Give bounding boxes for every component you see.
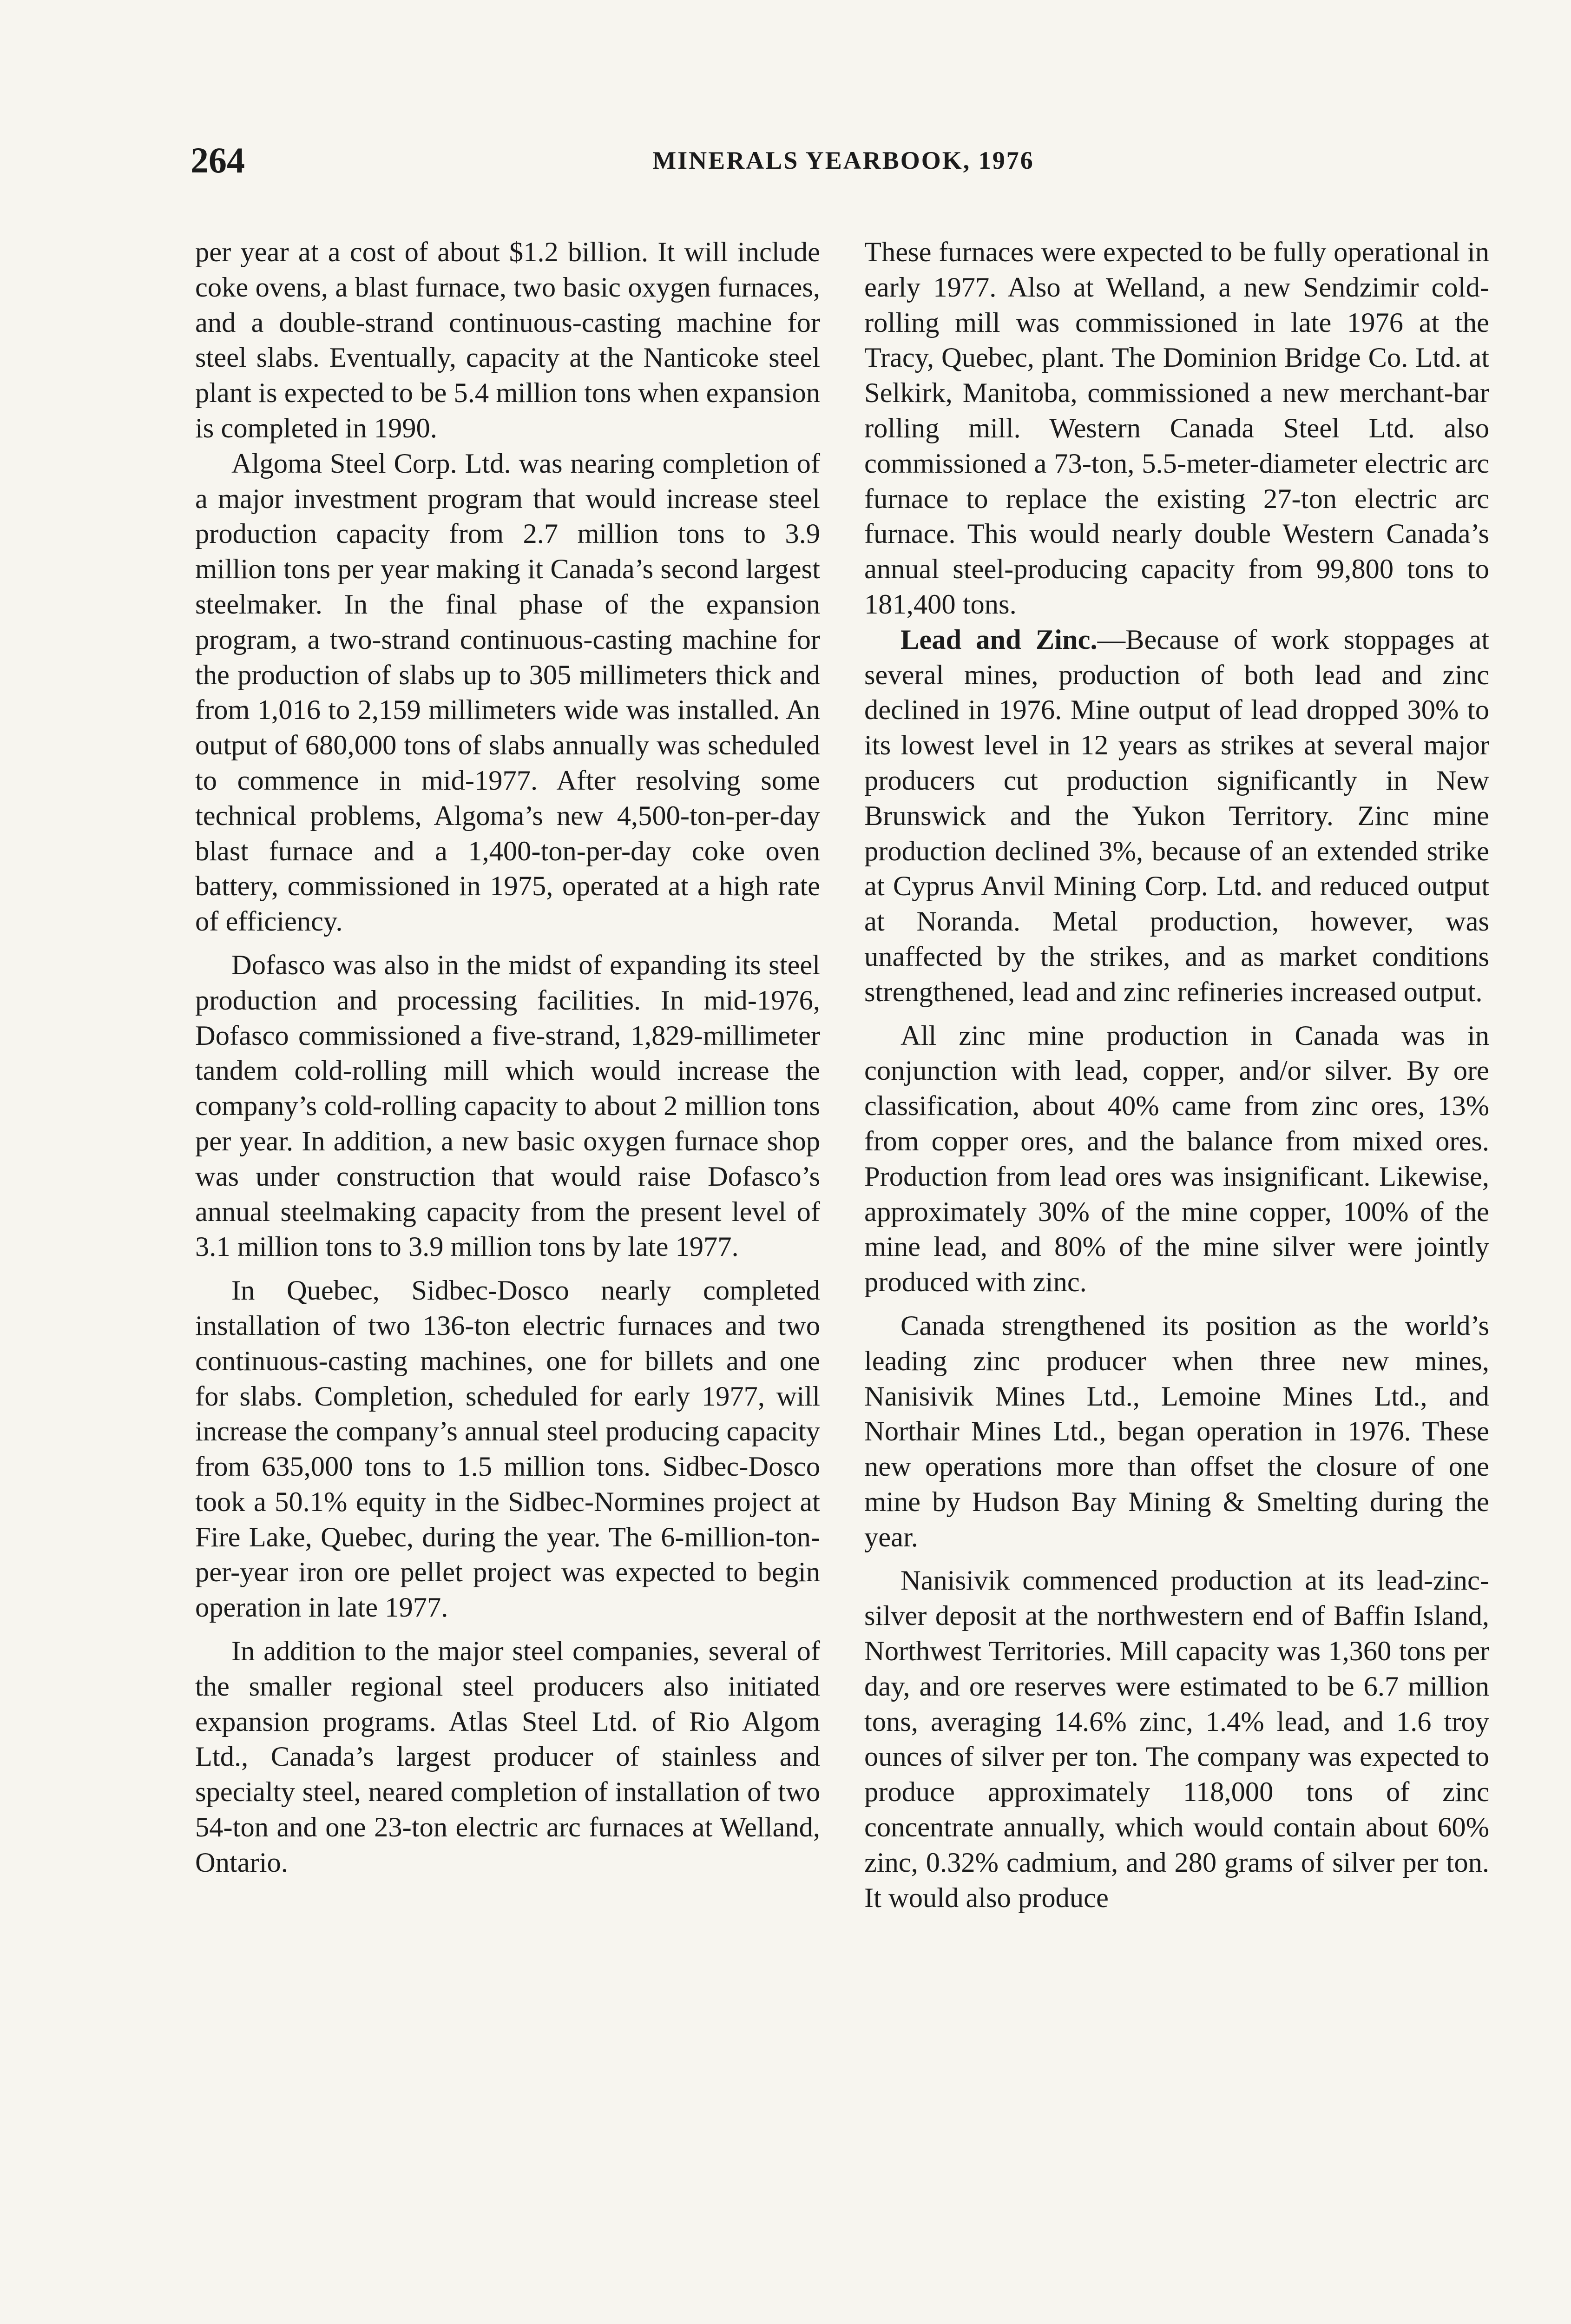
paragraph-welland-continuation: These furnaces were expected to be fully operational in early 1977. Also at Welland, a new Sendzimir cold-rolling mill was commissioned in late 1976 at the Tracy, Quebec, plant. The Dominion Bridge Co. Ltd. at Selkirk, Manitoba, commissioned a new merchant-bar rolling mill. Western Canada Steel Ltd. also commissioned a 73-ton, 5.5-meter-diameter electric arc furnace to replace the existing 27-ton electric arc furnace. This would nearly double Western Canada’s annual steel-producing capacity from 99,800 tons to 181,400 tons.	[864, 237, 1489, 620]
section-body-lead-and-zinc: —Because of work stoppages at several mines, production of both lead and zinc declined in 1976. Mine output of lead dropped 30% to its lowest level in 12 years as strikes at several major producers cut production significantly in New Brunswick and the Yukon Territory. Zinc mine production declined 3%, because of an extended strike at Cyprus Anvil Mining Corp. Ltd. and reduced output at Noranda. Metal production, however, was unaffected by the strikes, and as market conditions strengthened, lead and zinc refineries increased output.	[864, 624, 1490, 1008]
paragraph-dofasco: Dofasco was also in the midst of expanding its steel production and processing facilities. In mid-1976, Dofasco commissioned a five-strand, 1,829-millimeter tandem cold-rolling mill which would increase the company’s cold-rolling capacity to about 2 million tons per year. In addition, a new basic oxygen furnace shop was under construction that would raise Dofasco’s annual steelmaking capacity from the present level of 3.1 million tons to 3.9 million tons by late 1977.	[195, 949, 820, 1263]
paragraph-nanisivik: Nanisivik commenced production at its lead-zinc-silver deposit at the northwestern end of Baffin Island, Northwest Territories. Mill capacity was 1,360 tons per day, and ore reserves were estimated to be 6.7 million tons, averaging 14.6% zinc, 1.4% lead, and 1.6 troy ounces of silver per ton. The company was expected to produce approximately 118,000 tons of zinc concentrate annually, which would contain about 60% zinc, 0.32% cadmium, and 280 grams of silver per ton. It would also produce	[864, 1565, 1489, 1914]
page-header	[191, 135, 1496, 186]
section-heading-lead-and-zinc: Lead and Zinc.	[901, 624, 1098, 655]
paragraph-new-mines: Canada strengthened its position as the world’s leading zinc producer when three new mines, Nanisivik Mines Ltd., Lemoine Mines Ltd., and Northair Mines Ltd., began operation in 1976. These new operations more than offset the closure of one mine by Hudson Bay Mining & Smelting during the year.	[864, 1310, 1489, 1553]
page-number: 264	[191, 140, 245, 180]
left-column	[195, 235, 820, 1881]
paragraph-lead-and-zinc	[864, 622, 1489, 1010]
paragraph-regional-producers: In addition to the major steel companies, several of the smaller regional steel producers also initiated expansion programs. Atlas Steel Ltd. of Rio Algom Ltd., Canada’s largest producer of stainless and specialty steel, neared completion of installation of two 54-ton and one 23-ton electric arc furnaces at Welland, Ontario.	[195, 1636, 820, 1878]
paragraph-sidbec-dosco: In Quebec, Sidbec-Dosco nearly completed installation of two 136-ton electric furnaces and two continuous-casting machines, one for billets and one for slabs. Completion, scheduled for early 1977, will increase the company’s annual steel producing capacity from 635,000 tons to 1.5 million tons. Sidbec-Dosco took a 50.1% equity in the Sidbec-Normines project at Fire Lake, Quebec, during the year. The 6-million-ton-per-year iron ore pellet project was expected to begin operation in late 1977.	[195, 1275, 820, 1624]
paragraph-zinc-ore-classification: All zinc mine production in Canada was in conjunction with lead, copper, and/or silver. By ore classification, about 40% came from zinc ores, 13% from copper ores, and the balance from mixed ores. Production from lead ores was insignificant. Likewise, approximately 30% of the mine copper, 100% of the mine lead, and 80% of the mine silver were jointly produced with zinc.	[864, 1020, 1489, 1298]
running-title: MINERALS YEARBOOK, 1976	[652, 146, 1034, 174]
right-column	[864, 235, 1489, 1915]
paragraph-nanticoke-continuation: per year at a cost of about $1.2 billion. It will include coke ovens, a blast furnace, two basic oxygen furnaces, and a double-strand continuous-casting machine for steel slabs. Eventually, capacity at the Nanticoke steel plant is expected to be 5.4 million tons when expansion is completed in 1990.	[195, 237, 820, 444]
paragraph-algoma: Algoma Steel Corp. Ltd. was nearing completion of a major investment program that would increase steel production capacity from 2.7 million tons to 3.9 million tons per year making it Canada’s second largest steelmaker. In the final phase of the expansion program, a two-strand continuous-casting machine for the production of slabs up to 305 millimeters thick and from 1,016 to 2,159 millimeters wide was installed. An output of 680,000 tons of slabs annually was scheduled to commence in mid-1977. After resolving some technical problems, Algoma’s new 4,500-ton-per-day blast furnace and a 1,400-ton-per-day coke oven battery, commissioned in 1975, operated at a high rate of efficiency.	[195, 448, 820, 938]
